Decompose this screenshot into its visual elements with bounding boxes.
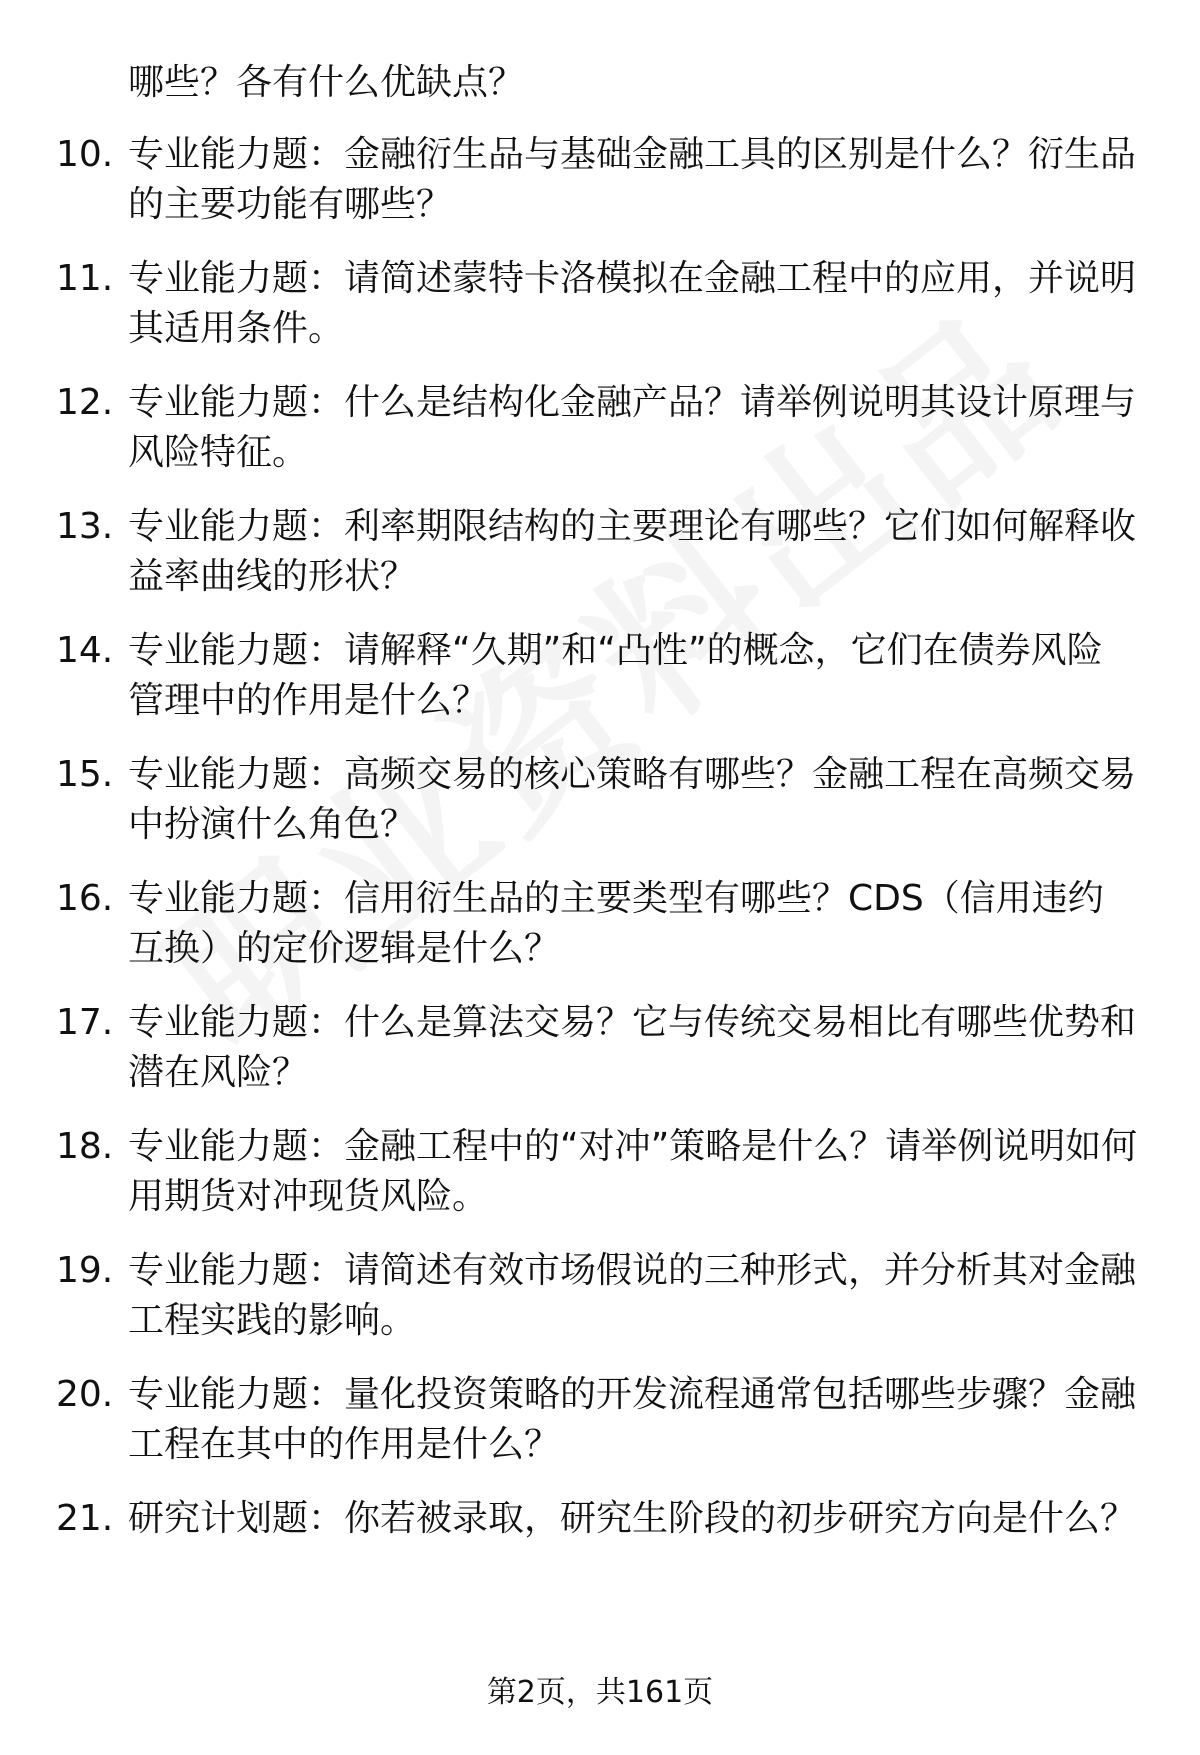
question-number: 10. <box>56 134 114 175</box>
question-text: 专业能力题：请解释“久期”和“凸性”的概念，它们在债券风险管理中的作用是什么？ <box>128 630 1103 721</box>
question-number: 21. <box>56 1498 114 1539</box>
question-text: 专业能力题：请简述蒙特卡洛模拟在金融工程中的应用，并说明其适用条件。 <box>128 258 1137 349</box>
question-text: 专业能力题：高频交易的核心策略有哪些？金融工程在高频交易中扮演什么角色？ <box>128 754 1137 845</box>
question-text: 专业能力题：什么是结构化金融产品？请举例说明其设计原理与风险特征。 <box>128 382 1137 473</box>
question-text: 研究计划题：你若被录取，研究生阶段的初步研究方向是什么？ <box>128 1498 1137 1539</box>
question-number: 18. <box>56 1126 114 1167</box>
page-footer: 第2页，共161页 <box>486 1675 714 1710</box>
question-text: 专业能力题：量化投资策略的开发流程通常包括哪些步骤？金融工程在其中的作用是什么？ <box>128 1374 1137 1465</box>
question-text: 专业能力题：金融工程中的“对冲”策略是什么？请举例说明如何用期货对冲现货风险。 <box>128 1126 1138 1217</box>
question-number: 16. <box>56 878 114 919</box>
question-text: 专业能力题：金融衍生品与基础金融工具的区别是什么？衍生品的主要功能有哪些？ <box>128 134 1137 225</box>
question-number: 19. <box>56 1250 114 1291</box>
question-text: 专业能力题：请简述有效市场假说的三种形式，并分析其对金融工程实践的影响。 <box>128 1250 1137 1341</box>
question-text: 专业能力题：什么是算法交易？它与传统交易相比有哪些优势和潜在风险？ <box>128 1002 1137 1093</box>
question-number: 11. <box>56 258 114 299</box>
question-number: 17. <box>56 1002 114 1043</box>
question-text: 专业能力题：利率期限结构的主要理论有哪些？它们如何解释收益率曲线的形状？ <box>128 506 1137 597</box>
question-text: 专业能力题：信用衍生品的主要类型有哪些？CDS（信用违约互换）的定价逻辑是什么？ <box>128 878 1104 969</box>
question-number: 12. <box>56 382 114 423</box>
continuation-text: 哪些？各有什么优缺点？ <box>128 62 525 103</box>
question-number: 20. <box>56 1374 114 1415</box>
question-number: 15. <box>56 754 114 795</box>
question-number: 13. <box>56 506 114 547</box>
question-number: 14. <box>56 630 114 671</box>
